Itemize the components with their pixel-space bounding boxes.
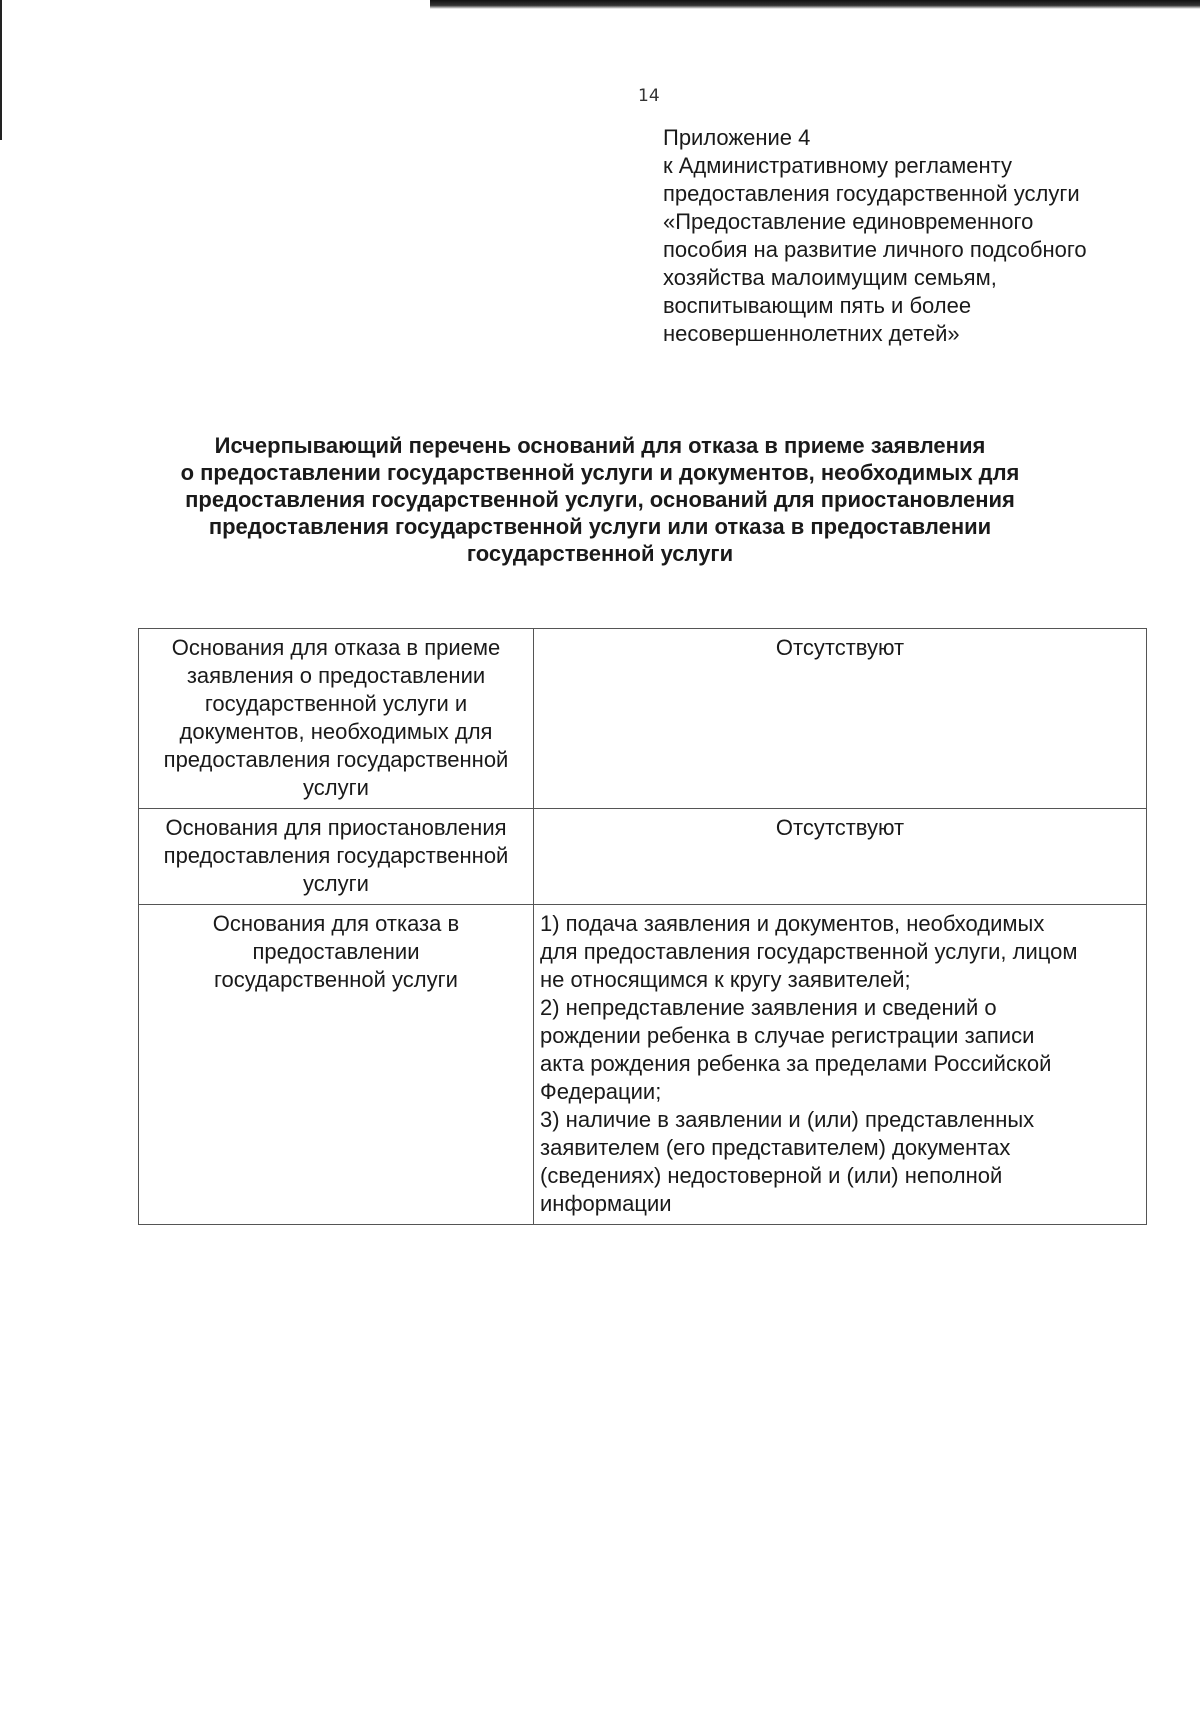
- appendix-line: хозяйства малоимущим семьям,: [663, 265, 997, 290]
- title-line: государственной услуги: [466, 541, 734, 566]
- cell-line: Основания для приостановления: [165, 815, 507, 840]
- row-label-cell: [139, 629, 534, 809]
- cell-line: (сведениях) недостоверной и (или) неполной: [540, 1163, 1003, 1188]
- cell-line: документов, необходимых для: [179, 719, 493, 744]
- cell-line: заявителем (его представителем) документах: [540, 1135, 1011, 1160]
- cell-line: услуги: [303, 775, 369, 800]
- cell-line: предоставлении: [252, 939, 420, 964]
- grounds-table: [138, 628, 1147, 1225]
- cell-line: 1) подача заявления и документов, необходимых: [540, 911, 1045, 936]
- title-line: о предоставлении государственной услуги и документов, необходимых для: [180, 460, 1020, 485]
- table-row: [139, 905, 1147, 1225]
- title-line: предоставления государственной услуги или отказа в предоставлении: [208, 514, 992, 539]
- cell-line: 3) наличие в заявлении и (или) представленных: [540, 1107, 1035, 1132]
- row-value-cell: [534, 629, 1147, 809]
- scan-edge-top: [430, 0, 1200, 9]
- cell-line: Основания для отказа в приеме: [171, 635, 501, 660]
- appendix-line: пособия на развитие личного подсобного: [663, 237, 1087, 262]
- page-number: 14: [638, 86, 660, 106]
- cell-line: не относящимся к кругу заявителей;: [540, 967, 911, 992]
- scan-edge-left: [0, 0, 2, 140]
- cell-line: заявления о предоставлении: [186, 663, 486, 688]
- cell-line: предоставления государственной: [163, 843, 509, 868]
- document-title: [170, 432, 1030, 567]
- cell-line: Отсутствуют: [775, 635, 905, 660]
- appendix-line: Приложение 4: [663, 125, 811, 150]
- row-label-cell: [139, 809, 534, 905]
- cell-line: предоставления государственной: [163, 747, 509, 772]
- title-line: Исчерпывающий перечень оснований для отказа в приеме заявления: [214, 433, 986, 458]
- appendix-line: несовершеннолетних детей»: [663, 321, 960, 346]
- cell-line: Основания для отказа в: [212, 911, 460, 936]
- cell-line: Федерации;: [540, 1079, 662, 1104]
- table-row: [139, 629, 1147, 809]
- cell-line: услуги: [303, 871, 369, 896]
- appendix-line: к Административному регламенту: [663, 153, 1013, 178]
- title-line: предоставления государственной услуги, оснований для приостановления: [185, 487, 1015, 512]
- appendix-note: [663, 124, 1163, 348]
- cell-line: информации: [540, 1191, 672, 1216]
- row-value-cell: [534, 809, 1147, 905]
- cell-line: 2) непредставление заявления и сведений о: [540, 995, 997, 1020]
- appendix-line: «Предоставление единовременного: [663, 209, 1034, 234]
- appendix-line: воспитывающим пять и более: [663, 293, 972, 318]
- table-row: [139, 809, 1147, 905]
- cell-line: рождении ребенка в случае регистрации записи: [540, 1023, 1035, 1048]
- appendix-line: предоставления государственной услуги: [663, 181, 1080, 206]
- cell-line: акта рождения ребенка за пределами Российской: [540, 1051, 1052, 1076]
- row-label-cell: [139, 905, 534, 1225]
- cell-line: государственной услуги и: [204, 691, 468, 716]
- cell-line: государственной услуги: [214, 967, 458, 992]
- cell-line: для предоставления государственной услуги, лицом: [540, 939, 1078, 964]
- cell-line: Отсутствуют: [775, 815, 905, 840]
- row-value-cell: [534, 905, 1147, 1225]
